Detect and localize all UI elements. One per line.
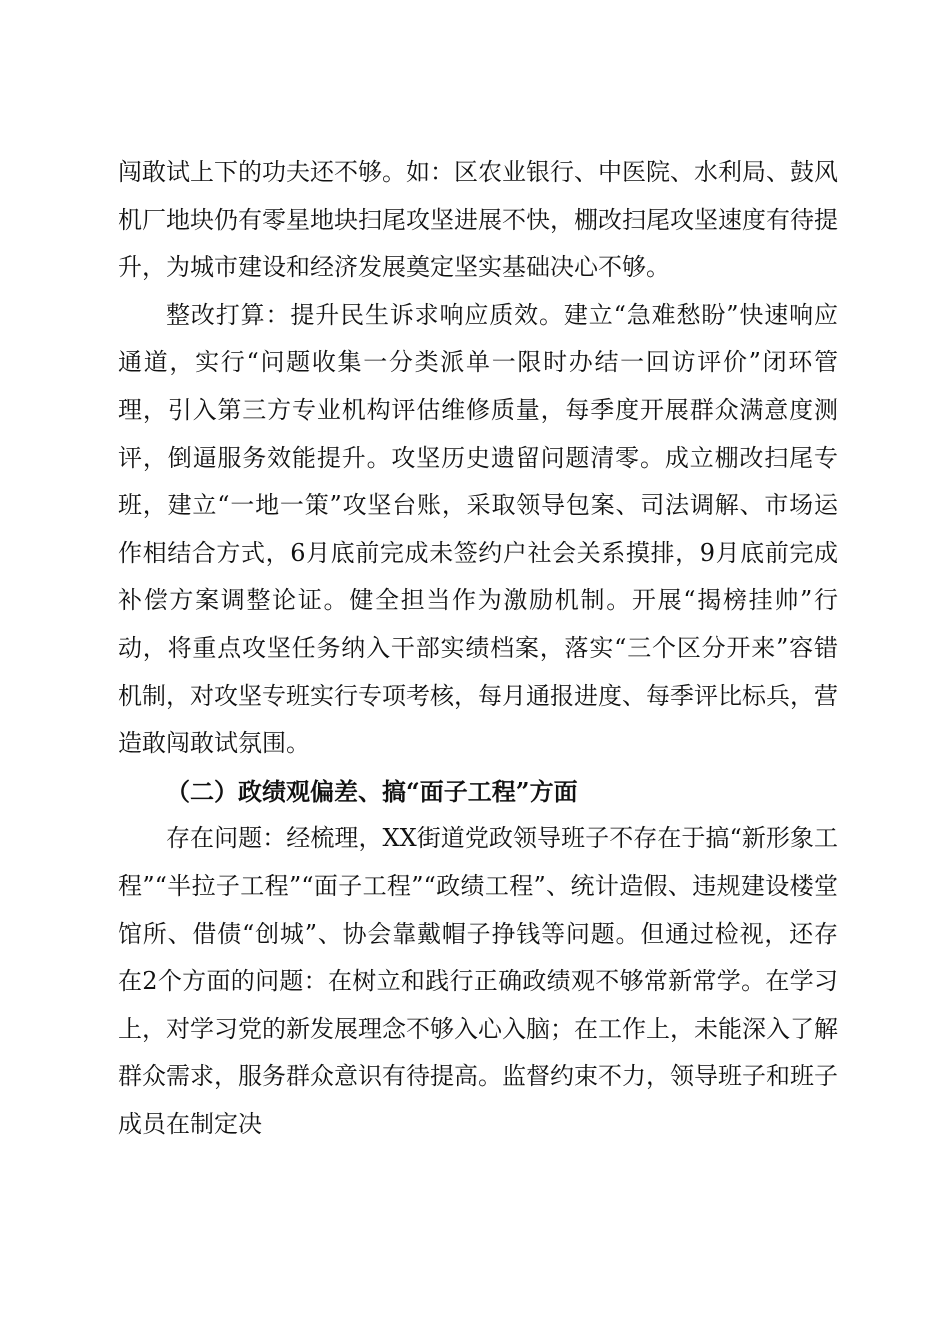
paragraph-continuation: 闯敢试上下的功夫还不够。如：区农业银行、中医院、水利局、鼓风机厂地块仍有零星地块扫尾攻坚进展不快，棚改扫尾攻坚速度有待提升，为城市建设和经济发展奠定坚实基础决心不够。 bbox=[118, 158, 838, 282]
paragraph-existing-problems: 存在问题：经梳理，XX街道党政领导班子不存在于搞“新形象工程”“半拉子工程”“面子工程”“政绩工程”、统计造假、违规建设楼堂馆所、借债“创城”、协会靠戴帽子挣钱等问题。但通过检视，还存在2个方面的问题：在树立和践行正确政绩观不够常新常学。在学习上，对学习党的新发展理念不够入心入脑；在工作上，未能深入了解群众需求，服务群众意识有待提高。监督约束不力，领导班子和班子成员在制定决 bbox=[118, 824, 838, 1138]
document-body bbox=[118, 149, 838, 1148]
section-heading: （二）政绩观偏差、搞“面子工程”方面 bbox=[166, 776, 578, 806]
paragraph-rectification-plan: 整改打算：提升民生诉求响应质效。建立“急难愁盼”快速响应通道，实行“问题收集一分类派单一限时办结一回访评价”闭环管理，引入第三方专业机构评估维修质量，每季度开展群众满意度测评，倒逼服务效能提升。攻坚历史遗留问题清零。成立棚改扫尾专班，建立“一地一策”攻坚台账，采取领导包案、司法调解、市场运作相结合方式，6月底前完成未签约户社会关系摸排，9月底前完成补偿方案调整论证。健全担当作为激励机制。开展“揭榜挂帅”行动，将重点攻坚任务纳入干部实绩档案，落实“三个区分开来”容错机制，对攻坚专班实行专项考核，每月通报进度、每季评比标兵，营造敢闯敢试氛围。 bbox=[118, 300, 838, 758]
